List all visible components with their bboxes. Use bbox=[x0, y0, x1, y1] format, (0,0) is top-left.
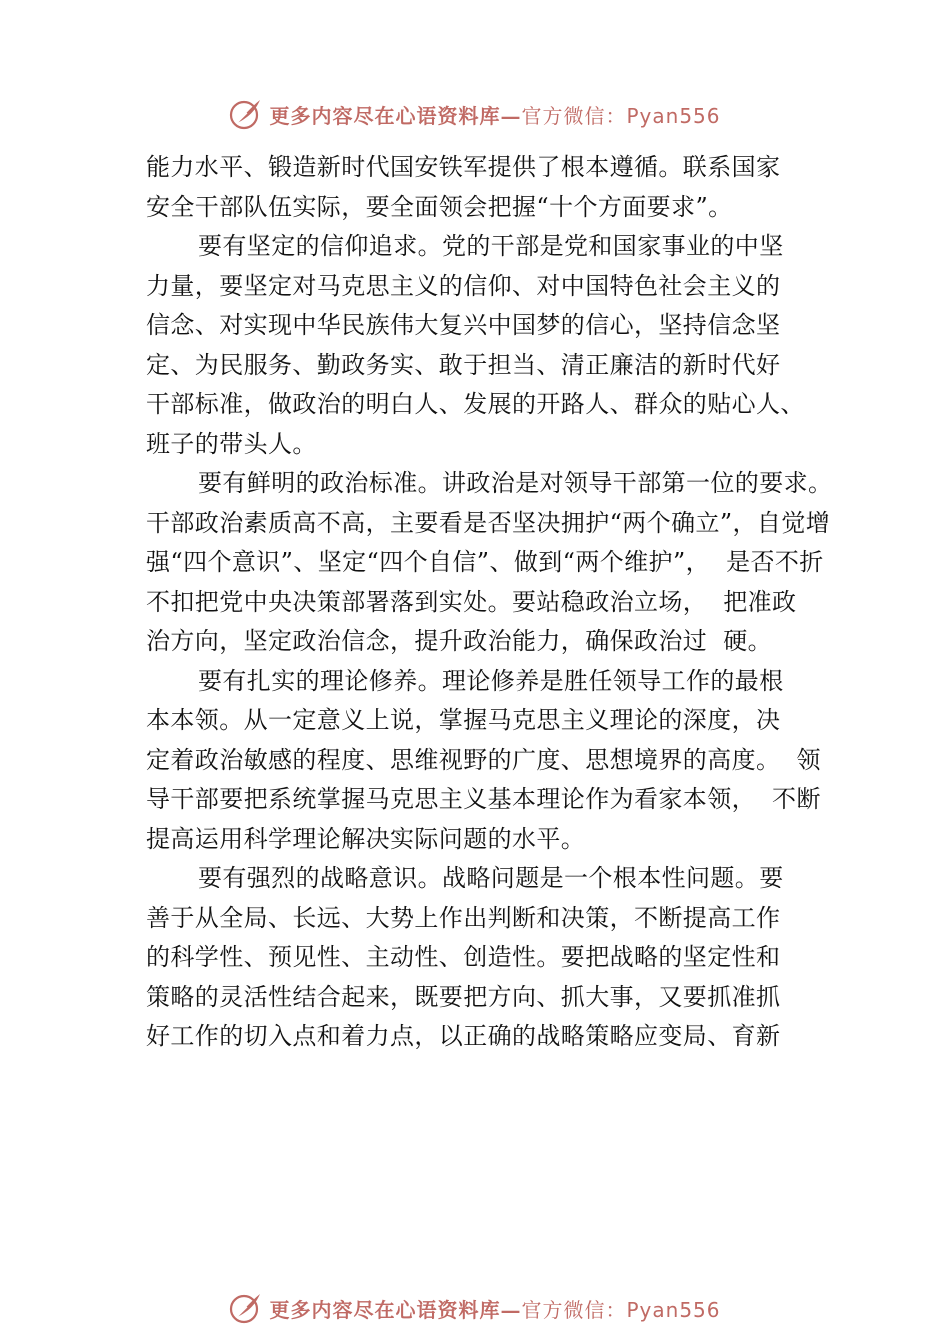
paragraph-first-line: 要有坚定的信仰追求。党的干部是党和国家事业的中坚 bbox=[198, 232, 784, 260]
banner-wechat-label: 官方微信： bbox=[521, 1297, 627, 1322]
footer-banner bbox=[0, 1288, 950, 1328]
text-line: 善于从全局、长远、大势上作出判断和决策，不断提高工作 bbox=[146, 903, 781, 932]
banner-brand: 更多内容尽在心语资料库 bbox=[269, 1297, 501, 1322]
text-line: 力量，要坚定对马克思主义的信仰、对中国特色社会主义的 bbox=[146, 271, 781, 300]
banner-wechat-label: 官方微信： bbox=[521, 103, 627, 128]
quill-logo-icon bbox=[229, 97, 263, 131]
paragraph-first-line: 要有强烈的战略意识。战略问题是一个根本性问题。要 bbox=[198, 864, 784, 892]
text-line: 好工作的切入点和着力点，以正确的战略策略应变局、育新 bbox=[146, 1022, 781, 1050]
text-line: 干部标准，做政治的明白人、发展的开路人、群众的贴心人、 bbox=[146, 390, 805, 418]
banner-dash: — bbox=[500, 103, 522, 128]
banner-text bbox=[269, 1294, 720, 1323]
banner-wechat-id: Pyan556 bbox=[626, 1297, 721, 1322]
text-line: 导干部要把系统掌握马克思主义基本理论作为看家本领， 不断 bbox=[146, 785, 821, 813]
banner-brand: 更多内容尽在心语资料库 bbox=[269, 103, 501, 128]
quill-logo-icon bbox=[229, 1291, 263, 1325]
text-line: 强“四个意识”、坚定“四个自信”、做到“两个维护”， 是否不折 bbox=[146, 548, 824, 576]
text-line: 治方向，坚定政治信念，提升政治能力，确保政治过 硬。 bbox=[146, 627, 773, 655]
text-line: 本本领。从一定意义上说，掌握马克思主义理论的深度，决 bbox=[146, 706, 781, 734]
text-line: 提高运用科学理论解决实际问题的水平。 bbox=[146, 824, 586, 853]
text-line: 定着政治敏感的程度、思维视野的广度、思想境界的高度。 领 bbox=[146, 745, 821, 774]
text-line: 不扣把党中央决策部署落到实处。要站稳政治立场， 把准政 bbox=[146, 587, 797, 616]
text-line: 安全干部队伍实际，要全面领会把握“十个方面要求”。 bbox=[146, 192, 733, 221]
paragraph-first-line: 要有鲜明的政治标准。讲政治是对领导干部第一位的要求。 bbox=[198, 469, 833, 497]
text-line: 策略的灵活性结合起来，既要把方向、抓大事，又要抓准抓 bbox=[146, 982, 781, 1011]
text-line: 能力水平、锻造新时代国安铁军提供了根本遵循。联系国家 bbox=[146, 153, 781, 181]
text-line: 干部政治素质高不高，主要看是否坚决拥护“两个确立”，自觉增 bbox=[146, 508, 831, 537]
banner-wechat-id: Pyan556 bbox=[626, 103, 721, 128]
banner-text bbox=[269, 100, 720, 129]
paragraph-first-line: 要有扎实的理论修养。理论修养是胜任领导工作的最根 bbox=[198, 666, 784, 695]
text-line: 的科学性、预见性、主动性、创造性。要把战略的坚定性和 bbox=[146, 943, 781, 971]
header-banner bbox=[0, 94, 950, 134]
document-body bbox=[146, 148, 846, 1057]
text-line: 信念、对实现中华民族伟大复兴中国梦的信心，坚持信念坚 bbox=[146, 311, 781, 339]
banner-dash: — bbox=[500, 1297, 522, 1322]
text-line: 定、为民服务、勤政务实、敢于担当、清正廉洁的新时代好 bbox=[146, 350, 781, 379]
text-line: 班子的带头人。 bbox=[146, 429, 317, 458]
